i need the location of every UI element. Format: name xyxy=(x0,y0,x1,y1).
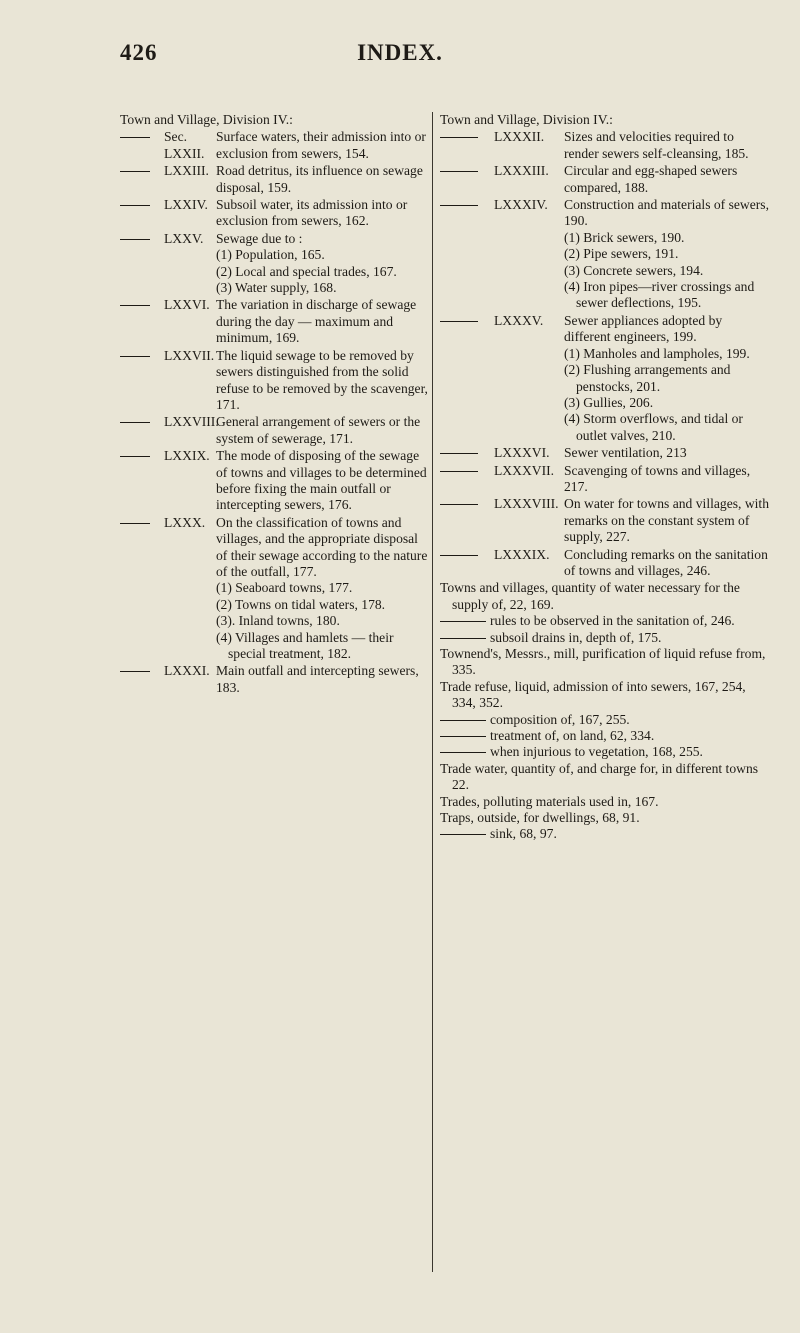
entry-dash xyxy=(120,231,154,297)
entry-text: Road detritus, its influence on sewage disposal, 159. xyxy=(216,163,423,195)
general-entry: Towns and villages, quantity of water necessary for the supply of, 22, 169. xyxy=(440,580,740,612)
index-entry xyxy=(440,197,770,312)
entry-dash xyxy=(440,463,484,496)
dash-line xyxy=(440,137,478,138)
general-subentry xyxy=(440,630,770,646)
general-subentry-text: sink, 68, 97. xyxy=(490,826,557,842)
section-number: LXXIX. xyxy=(164,448,210,464)
index-entry xyxy=(440,496,770,545)
entry-subitem: (4) Villages and hamlets — their special treatment, 182. xyxy=(216,629,394,661)
entry-text: The liquid sewage to be removed by sewers distinguished from the solid refuse to be removed by the scavenger, 171. xyxy=(216,347,428,412)
general-subentry xyxy=(440,744,770,760)
right-column xyxy=(440,112,770,843)
dash-line xyxy=(120,239,150,240)
entry-subitem: (1) Manholes and lampholes, 199. xyxy=(564,345,750,361)
entry-dash xyxy=(440,163,484,196)
index-entry xyxy=(120,448,428,514)
index-entry xyxy=(120,348,428,414)
entry-body xyxy=(216,663,428,696)
dash-line xyxy=(440,171,478,172)
entry-body xyxy=(564,463,770,496)
index-entry xyxy=(440,463,770,496)
entry-text: Scavenging of towns and villages, 217. xyxy=(564,462,751,494)
dash-line xyxy=(120,671,150,672)
entry-subitem: (3) Gullies, 206. xyxy=(564,394,654,410)
section-number: Sec. LXXII. xyxy=(164,129,205,161)
entry-text: General arrangement of sewers or the system of sewerage, 171. xyxy=(216,414,421,446)
dash-line xyxy=(440,205,478,206)
entry-body xyxy=(216,129,428,162)
dash-line xyxy=(440,453,478,454)
section-number: LXXX. xyxy=(164,514,206,530)
index-entry xyxy=(120,197,428,230)
section-number: LXXXI. xyxy=(164,663,210,679)
dash-line xyxy=(120,523,150,524)
entry-dash xyxy=(440,630,490,646)
column-divider xyxy=(432,112,433,1272)
section-number: LXXVIII. xyxy=(164,414,219,430)
entry-dash xyxy=(440,496,484,545)
general-entry: Townend's, Messrs., mill, purification of liquid refuse from, 335. xyxy=(440,646,766,678)
entry-text: Sewage due to : xyxy=(216,230,303,246)
entry-text: Concluding remarks on the sanitation of towns and villages, 246. xyxy=(564,546,768,578)
column-heading: Town and Village, Division IV.: xyxy=(120,112,293,127)
general-entry: Trade refuse, liquid, admission of into sewers, 167, 254, 334, 352. xyxy=(440,678,746,711)
entry-dash xyxy=(440,313,484,444)
entry-subitem: (2) Local and special trades, 167. xyxy=(216,263,397,279)
entry-subitem: (3) Water supply, 168. xyxy=(216,280,337,296)
entry-subitem: (2) Towns on tidal waters, 178. xyxy=(216,596,386,612)
entry-text: Subsoil water, its admission into or exclusion from sewers, 162. xyxy=(216,197,408,229)
entry-dash xyxy=(120,197,154,230)
entry-text: The mode of disposing of the sewage of towns and villages to be determined before fixing the main outfall or intercepting sewers, 176. xyxy=(216,448,427,513)
general-subentry-text: rules to be observed in the sanitation of, 246. xyxy=(490,613,735,629)
index-entry xyxy=(120,163,428,196)
entry-body xyxy=(564,445,770,461)
dash-line xyxy=(440,471,478,472)
general-entry: Trade water, quantity of, and charge for, in different towns 22. xyxy=(440,760,759,793)
index-entry xyxy=(440,313,770,444)
entry-body xyxy=(216,515,428,663)
entry-dash xyxy=(120,663,154,696)
entry-body xyxy=(564,197,770,312)
general-subentry-text: subsoil drains in, depth of, 175. xyxy=(490,629,662,645)
entry-body xyxy=(216,297,428,346)
section-number: LXXVI. xyxy=(164,297,210,313)
index-entry xyxy=(120,414,428,447)
entry-dash xyxy=(440,129,484,162)
section-number: LXXIV. xyxy=(164,197,208,213)
entry-dash xyxy=(440,744,490,760)
entry-body xyxy=(216,197,428,230)
entry-body xyxy=(216,348,428,414)
dash-line xyxy=(440,752,486,753)
entry-text: Circular and egg-shaped sewers compared, 188. xyxy=(564,163,738,195)
dash-line xyxy=(440,720,486,721)
entry-subitem: (4) Iron pipes—river crossings and sewer deflections, 195. xyxy=(564,279,755,311)
entry-dash xyxy=(120,515,154,663)
dash-line xyxy=(120,137,150,138)
section-number: LXXV. xyxy=(164,230,204,246)
general-subentry-text: when injurious to vegetation, 168, 255. xyxy=(490,744,703,760)
page-title: INDEX. xyxy=(357,40,443,65)
general-subentry-text: composition of, 167, 255. xyxy=(490,711,630,727)
entry-dash xyxy=(440,445,484,461)
entry-body xyxy=(564,313,770,444)
entry-text: Surface waters, their admission into or exclusion from sewers, 154. xyxy=(216,129,426,161)
index-entry xyxy=(120,515,428,663)
section-number: LXXIII. xyxy=(164,163,209,179)
entry-body xyxy=(564,163,770,196)
entry-body xyxy=(564,129,770,162)
general-subentry xyxy=(440,826,770,842)
entry-dash xyxy=(120,348,154,414)
entry-dash xyxy=(120,129,154,162)
entry-body xyxy=(216,414,428,447)
entry-body xyxy=(216,448,428,514)
entry-subitem: (4) Storm overflows, and tidal or outlet valves, 210. xyxy=(564,411,743,443)
section-number: LXXXVI. xyxy=(494,445,550,461)
entry-subitem: (3) Concrete sewers, 194. xyxy=(564,262,704,278)
entry-text: On water for towns and villages, with remarks on the constant system of supply, 227. xyxy=(564,496,769,545)
left-column xyxy=(120,112,428,697)
index-entry xyxy=(120,663,428,696)
index-entry xyxy=(120,231,428,297)
general-subentry xyxy=(440,712,770,728)
entry-dash xyxy=(440,826,490,842)
entry-text: The variation in discharge of sewage during the day — maximum and minimum, 169. xyxy=(216,297,417,346)
entry-subitem: (1) Population, 165. xyxy=(216,247,325,263)
index-entry xyxy=(120,129,428,162)
section-number: LXXXIX. xyxy=(494,546,550,562)
index-entry xyxy=(120,297,428,346)
entry-dash xyxy=(120,448,154,514)
entry-dash xyxy=(120,297,154,346)
entry-dash xyxy=(120,163,154,196)
entry-dash xyxy=(440,728,490,744)
entry-body xyxy=(216,231,428,297)
entry-subitem: (2) Flushing arrangements and penstocks, 201. xyxy=(564,362,731,394)
general-entry: Trades, polluting materials used in, 167. xyxy=(440,793,659,809)
entry-body xyxy=(564,496,770,545)
section-number: LXXVII. xyxy=(164,347,215,363)
dash-line xyxy=(440,621,486,622)
dash-line xyxy=(440,555,478,556)
index-entry xyxy=(440,129,770,162)
dash-line xyxy=(440,504,478,505)
entry-text: Construction and materials of sewers, 190. xyxy=(564,197,769,229)
index-entry xyxy=(440,445,770,461)
entry-text: Sizes and velocities required to render sewers self-cleansing, 185. xyxy=(564,129,749,161)
general-entry: Traps, outside, for dwellings, 68, 91. xyxy=(440,810,640,826)
section-number: LXXXV. xyxy=(494,312,544,328)
entry-text: Main outfall and intercepting sewers, 183. xyxy=(216,663,419,695)
entry-subitem: (2) Pipe sewers, 191. xyxy=(564,246,679,262)
section-number: LXXXIII. xyxy=(494,163,549,179)
right-entries xyxy=(440,129,770,579)
entry-text: Sewer ventilation, 213 xyxy=(564,445,687,461)
entry-dash xyxy=(440,197,484,312)
entry-subitem: (3). Inland towns, 180. xyxy=(216,613,340,629)
dash-line xyxy=(440,736,486,737)
section-number: LXXXVIII. xyxy=(494,496,559,512)
section-number: LXXXII. xyxy=(494,129,545,145)
section-number: LXXXIV. xyxy=(494,197,548,213)
dash-line xyxy=(120,171,150,172)
dash-line xyxy=(440,638,486,639)
entry-subitem: (1) Seaboard towns, 177. xyxy=(216,580,353,596)
entry-dash xyxy=(440,712,490,728)
dash-line xyxy=(120,356,150,357)
general-subentry xyxy=(440,728,770,744)
index-entry xyxy=(440,547,770,580)
entry-dash xyxy=(120,414,154,447)
dash-line xyxy=(120,205,150,206)
page-number: 426 xyxy=(120,40,158,65)
section-number: LXXXVII. xyxy=(494,462,555,478)
left-entries xyxy=(120,129,428,696)
dash-line xyxy=(120,422,150,423)
dash-line xyxy=(120,456,150,457)
entry-subitem: (1) Brick sewers, 190. xyxy=(564,229,685,245)
entry-body xyxy=(564,547,770,580)
entry-dash xyxy=(440,613,490,629)
index-entry xyxy=(440,163,770,196)
general-entries xyxy=(440,580,770,843)
entry-body xyxy=(216,163,428,196)
entry-dash xyxy=(440,547,484,580)
dash-line xyxy=(440,834,486,835)
dash-line xyxy=(440,321,478,322)
column-heading: Town and Village, Division IV.: xyxy=(440,112,613,127)
dash-line xyxy=(120,305,150,306)
entry-text: On the classification of towns and villages, and the appropriate disposal of their sewage according to the nature of the outfall, 177. xyxy=(216,514,428,579)
entry-text: Sewer appliances adopted by different engineers, 199. xyxy=(564,312,723,345)
general-subentry-text: treatment of, on land, 62, 334. xyxy=(490,728,655,744)
general-subentry xyxy=(440,613,770,629)
